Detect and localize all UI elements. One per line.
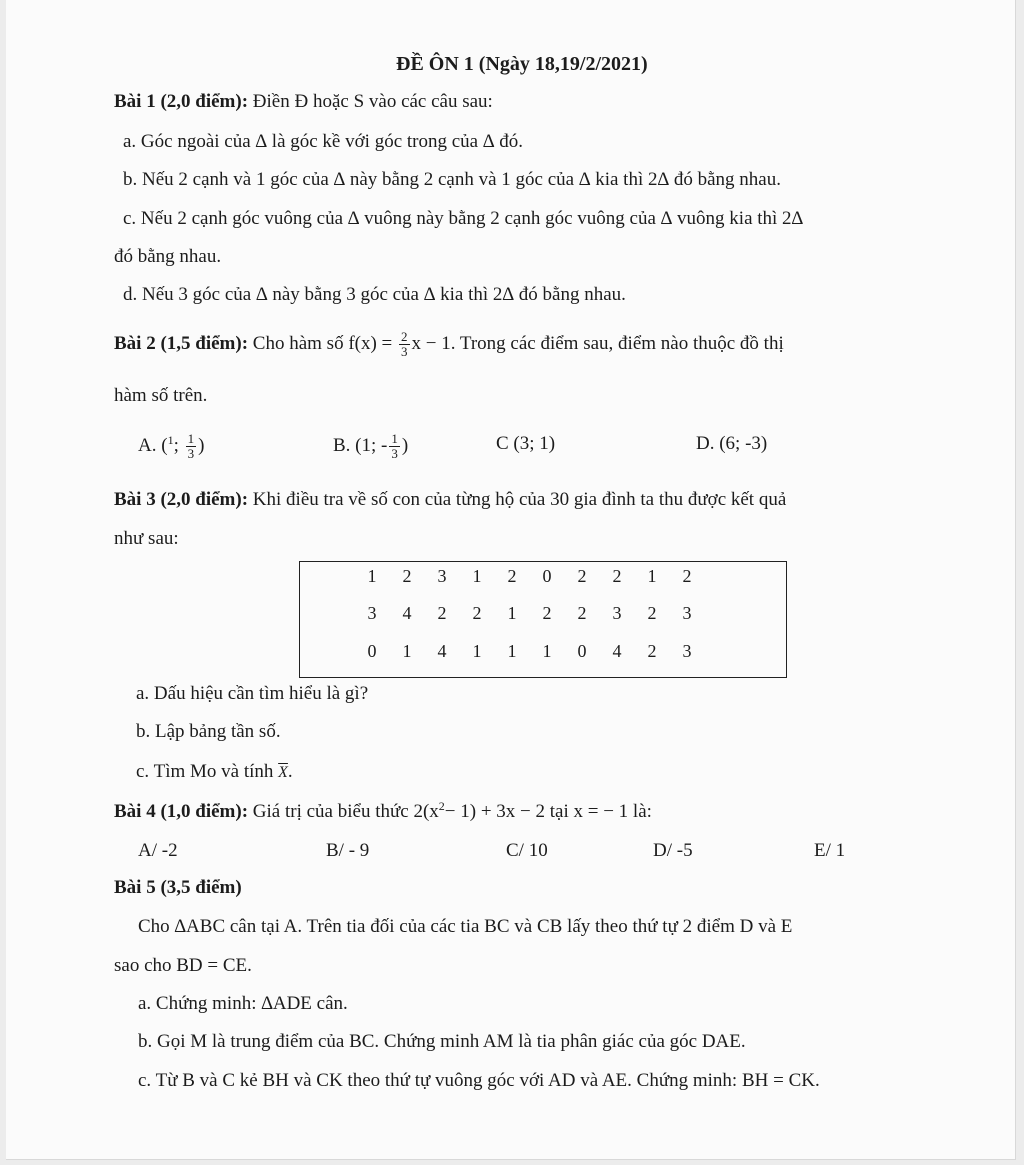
bai1-item-a: a. Góc ngoài của ∆ là góc kề với góc trong của ∆ đó. <box>123 131 523 152</box>
bai2-opt-a-den: 3 <box>187 446 195 461</box>
table-cell: 2 <box>647 603 657 623</box>
table-cell: 3 <box>612 603 622 623</box>
bai5-paragraph: Cho ∆ABC cân tại A. Trên tia đối của các tia BC và CB lấy theo thứ tự 2 điểm D và E <box>138 916 793 937</box>
table-cell: 0 <box>542 566 552 586</box>
table-cell: 4 <box>402 603 412 623</box>
bai3-prompt-line2: như sau: <box>114 528 179 549</box>
table-cell: 1 <box>367 566 377 586</box>
table-cell: 2 <box>682 566 692 586</box>
table-cell: 2 <box>402 566 412 586</box>
bai1-prompt: Điền Đ hoặc S vào các câu sau: <box>252 91 493 112</box>
table-cell: 2 <box>472 603 482 623</box>
table-cell: 1 <box>507 641 517 661</box>
bai2-fraction <box>399 330 410 359</box>
bai2-option-b <box>333 432 408 461</box>
table-cell: 3 <box>367 603 377 623</box>
table-cell: 1 <box>402 641 412 661</box>
exam-sheet <box>6 0 1016 1160</box>
table-cell: 0 <box>577 641 587 661</box>
bai2-prompt-line2: hàm số trên. <box>114 385 208 406</box>
table-cell: 0 <box>367 641 377 661</box>
bai2-prompt-pre: Cho hàm số f(x) = <box>252 332 393 354</box>
table-cell: 2 <box>577 603 587 623</box>
page-title: ĐỀ ÔN 1 (Ngày 18,19/2/2021) <box>396 53 648 75</box>
bai3-item-b: b. Lập bảng tần số. <box>136 721 281 742</box>
bai2-opt-b-den: 3 <box>391 446 398 461</box>
table-cell: 2 <box>507 566 517 586</box>
bai4-option-a: A/ -2 <box>138 840 178 861</box>
bai2-opt-a-num: 1 <box>187 431 195 446</box>
bai3-item-c <box>136 760 293 785</box>
bai5-heading <box>114 876 242 900</box>
bai2-opt-a-fraction <box>186 432 197 461</box>
bai2-opt-a-post: ) <box>198 434 205 456</box>
bai1-line <box>114 90 493 114</box>
bai2-opt-b-fraction <box>389 432 400 461</box>
table-cell: 1 <box>647 566 657 586</box>
survey-data-table <box>299 561 787 678</box>
bai3-line <box>114 488 786 512</box>
bai3-item-c-pre: c. Tìm Mo và tính <box>136 761 274 782</box>
bai2-opt-a-mid: ; <box>173 434 179 456</box>
bai4-prompt-pre: Giá trị của biểu thức 2(x <box>252 801 439 822</box>
bai2-prompt-post: x − 1. Trong các điểm sau, điểm nào thuộc đồ thị <box>411 332 784 354</box>
table-cell: 2 <box>612 566 622 586</box>
table-cell: 1 <box>472 641 482 661</box>
bai3-item-c-post: . <box>287 761 293 782</box>
bai2-frac-num: 2 <box>401 329 408 344</box>
table-cell: 3 <box>682 603 692 623</box>
table-cell: 1 <box>507 603 517 623</box>
bai2-option-d: D. (6; -3) <box>696 433 768 454</box>
bai3-heading: Bài 3 (2,0 điểm): <box>114 489 249 510</box>
bai2-opt-b-pre: B. (1; - <box>333 434 388 456</box>
bai4-option-d: D/ -5 <box>653 840 693 861</box>
table-cell: 2 <box>577 566 587 586</box>
table-cell: 2 <box>542 603 552 623</box>
bai1-item-c-cont: đó bằng nhau. <box>114 246 222 267</box>
bai5-paragraph-cont: sao cho BD = CE. <box>114 955 252 976</box>
bai1-item-c: c. Nếu 2 cạnh góc vuông của ∆ vuông này bằng 2 cạnh góc vuông của ∆ vuông kia thì 2∆ <box>123 208 804 229</box>
table-cell: 4 <box>612 641 622 661</box>
bai4-option-e: E/ 1 <box>814 840 846 861</box>
bai2-opt-b-num: 1 <box>391 431 398 446</box>
mean-x-symbol: $\overline{X}$ <box>278 764 288 781</box>
bai2-opt-a-sup: 1 <box>167 432 174 447</box>
table-cell: 2 <box>437 603 447 623</box>
bai2-opt-a-pre: A. ( <box>138 434 168 456</box>
bai4-option-c: C/ 10 <box>506 840 548 861</box>
bai3-item-a: a. Dấu hiệu cần tìm hiểu là gì? <box>136 683 369 704</box>
bai5-item-b: b. Gọi M là trung điểm của BC. Chứng minh AM là tia phân giác của góc DAE. <box>138 1031 746 1052</box>
bai2-opt-b-post: ) <box>401 434 409 456</box>
bai2-option-a <box>138 432 204 461</box>
bai4-option-b: B/ - 9 <box>326 840 370 861</box>
bai1-heading: Bài 1 (2,0 điểm): <box>114 91 249 112</box>
bai5-item-c: c. Từ B và C kẻ BH và CK theo thứ tự vuông góc với AD và AE. Chứng minh: BH = CK. <box>138 1070 820 1091</box>
table-cell: 2 <box>647 641 657 661</box>
bai4-line <box>114 800 652 824</box>
bai3-prompt: Khi điều tra về số con của từng hộ của 30 gia đình ta thu được kết quả <box>252 489 787 510</box>
bai2-frac-den: 3 <box>401 344 408 359</box>
bai1-item-b: b. Nếu 2 cạnh và 1 góc của ∆ này bằng 2 cạnh và 1 góc của ∆ kia thì 2∆ đó bằng nhau. <box>123 169 781 190</box>
table-cell: 1 <box>472 566 482 586</box>
bai4-prompt-post: − 1) + 3x − 2 tại x = − 1 là: <box>444 801 652 822</box>
bai2-heading: Bài 2 (1,5 điểm): <box>114 332 249 354</box>
table-cell: 3 <box>437 566 447 586</box>
bai1-item-d: d. Nếu 3 góc của ∆ này bằng 3 góc của ∆ kia thì 2∆ đó bằng nhau. <box>123 284 626 305</box>
table-cell: 4 <box>437 641 447 661</box>
bai2-option-c: C (3; 1) <box>496 433 556 454</box>
bai4-prompt-sup: 2 <box>438 799 445 813</box>
table-cell: 1 <box>542 641 552 661</box>
bai5-item-a: a. Chứng minh: ∆ADE cân. <box>138 993 348 1014</box>
table-cell: 3 <box>682 641 692 661</box>
bai4-heading: Bài 4 (1,0 điểm): <box>114 801 249 822</box>
bai5-heading-text: Bài 5 (3,5 điểm) <box>114 877 242 898</box>
bai2-line <box>114 330 784 359</box>
